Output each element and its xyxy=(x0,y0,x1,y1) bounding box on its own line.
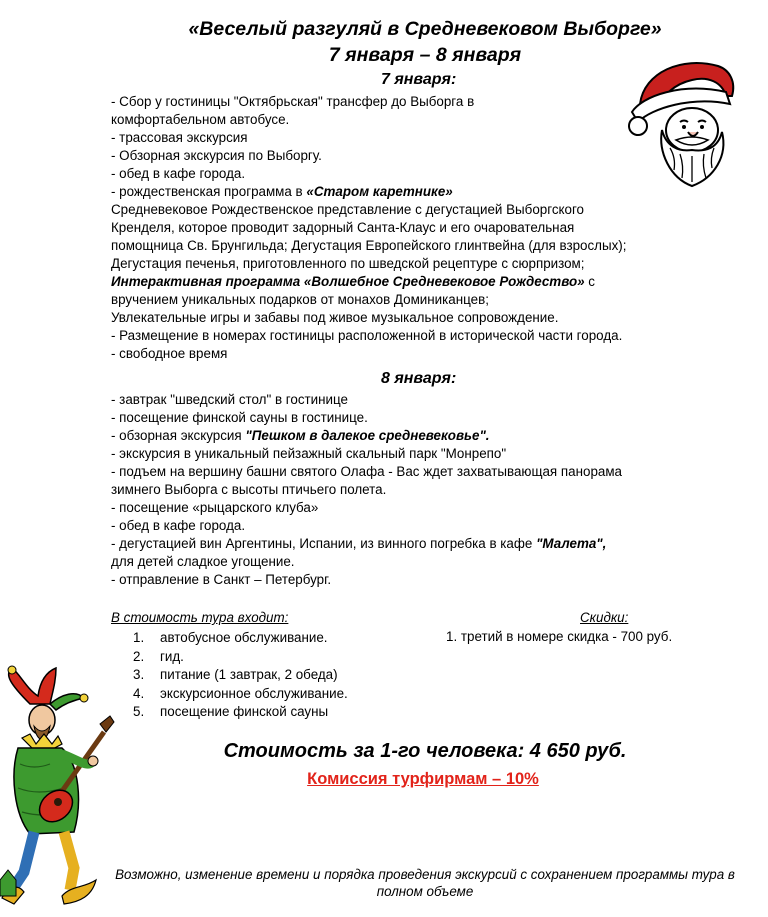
program-line: - Обзорная экскурсия по Выборгу. xyxy=(111,148,322,163)
tour-dates: 7 января – 8 января xyxy=(328,44,522,66)
list-item: 2. гид. xyxy=(133,648,184,664)
included-heading: В стоимость тура входит: xyxy=(111,610,289,625)
program-line: - Сбор у гостиницы "Октябрьская" трансфер до Выборга в xyxy=(111,94,475,109)
agency-commission: Комиссия турфирмам – 10% xyxy=(307,770,539,788)
program-line: Интерактивная программа «Волшебное Средневековое Рождество» с xyxy=(111,274,595,289)
program-line: вручением уникальных подарков от монахов Доминиканцев; xyxy=(111,292,489,307)
program-line: - обзорная экскурсия "Пешком в далекое средневековье". xyxy=(111,428,490,443)
program-line: - обед в кафе города. xyxy=(111,166,246,181)
program-line: - посещение финской сауны в гостинице. xyxy=(111,410,368,425)
tour-title: «Веселый разгуляй в Средневековом Выборге» xyxy=(188,18,662,40)
discount-item: 1. третий в номере скидка - 700 руб. xyxy=(446,629,673,644)
program-line: - обед в кафе города. xyxy=(111,518,246,533)
list-item: 5. посещение финской сауны xyxy=(133,704,329,719)
program-line: Дегустация печенья, приготовленного по шведской рецептуре с сюрпризом; xyxy=(111,256,585,271)
program-line: - подъем на вершину башни святого Олафа - Вас ждет захватывающая панорама xyxy=(111,464,622,479)
program-line: зимнего Выборга с высоты птичьего полета. xyxy=(111,482,387,497)
venue-name: «Старом каретнике» xyxy=(306,184,453,199)
program-line: - отправление в Санкт – Петербург. xyxy=(111,572,332,587)
program-line: - рождественская программа в «Старом каретнике» xyxy=(111,184,453,199)
footer-note: Возможно, изменение времени и порядка проведения экскурсий с сохранением программы тура в полном объеме xyxy=(115,867,735,899)
program-line: - Размещение в номерах гостиницы расположенной в исторической части города. xyxy=(111,328,623,343)
program-line: Кренделя, которое проводит задорный Санта-Клаус и его очаровательная xyxy=(111,220,575,235)
list-item: 1. автобусное обслуживание. xyxy=(133,630,328,645)
jester-with-guitar-illustration xyxy=(0,664,118,912)
program-line: Средневековое Рождественское представление с дегустацией Выборгского xyxy=(111,202,585,217)
program-line: - завтрак "шведский стол" в гостинице xyxy=(111,392,348,407)
day2-program xyxy=(111,391,741,589)
program-line: - дегустацией вин Аргентины, Испании, из винного погребка в кафе "Малета", xyxy=(111,536,607,551)
program-line: комфортабельном автобусе. xyxy=(111,112,290,127)
program-line: Увлекательные игры и забавы под живое музыкальное сопровождение. xyxy=(111,310,559,325)
excursion-name: "Пешком в далекое средневековье". xyxy=(245,428,490,443)
list-item: 4. экскурсионное обслуживание. xyxy=(133,685,348,701)
program-line: - свободное время xyxy=(111,346,228,361)
program-line: - экскурсия в уникальный пейзажный скальный парк "Монрепо" xyxy=(111,446,507,461)
included-list xyxy=(133,629,348,722)
program-line: для детей сладкое угощение. xyxy=(111,554,295,569)
list-item: 3. питание (1 завтрак, 2 обеда) xyxy=(133,667,338,682)
price-per-person: Стоимость за 1-го человека: 4 650 руб. xyxy=(223,740,627,762)
program-line: помощница Св. Брунгильда; Дегустация Европейского глинтвейна (для взрослых); xyxy=(111,238,627,253)
cafe-name: "Малета" xyxy=(536,536,603,551)
santa-claus-illustration xyxy=(622,52,742,190)
discounts-heading: Скидки: xyxy=(580,610,629,625)
day1-heading: 7 января: xyxy=(381,71,457,88)
program-line: - посещение «рыцарского клуба» xyxy=(111,500,319,515)
day2-heading: 8 января: xyxy=(381,370,457,387)
program-line: - трассовая экскурсия xyxy=(111,130,248,145)
program-name: Интерактивная программа «Волшебное Средневековое Рождество» xyxy=(111,274,585,289)
